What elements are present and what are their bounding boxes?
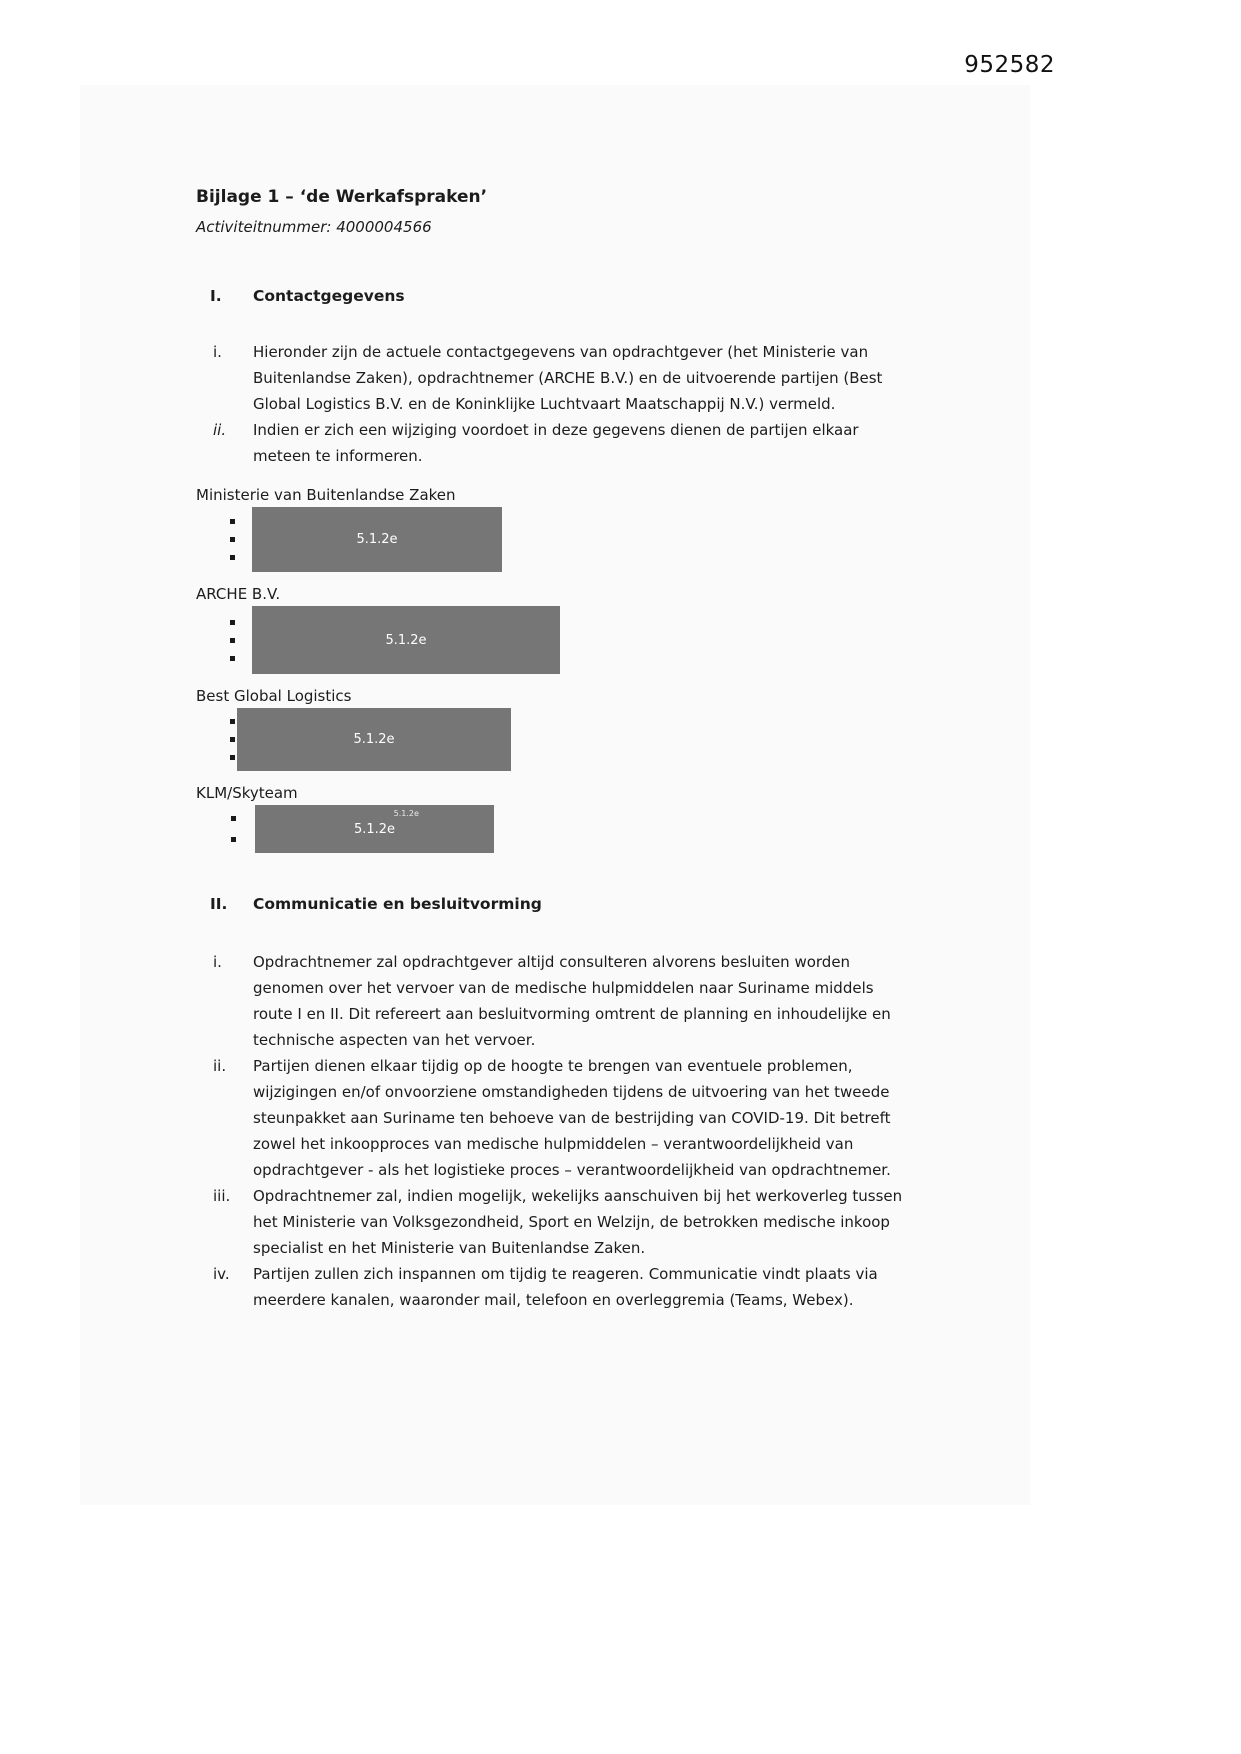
contact-group-klm-skyteam xyxy=(196,783,916,853)
item-text: Opdrachtnemer zal opdrachtgever altijd consulteren alvorens besluiten worden genomen over het vervoer van de medische hulpmiddelen naar Suriname middels route I en II. Dit refereert aan besluitvorming omtrent de planning en inhoudelijke en technische aspecten van het vervoer. xyxy=(253,953,891,1049)
item-marker: ii. xyxy=(213,1057,227,1075)
bullet-icon xyxy=(230,555,235,560)
redaction-box xyxy=(252,606,560,674)
bullet-list xyxy=(230,606,252,674)
contact-name: KLM/Skyteam xyxy=(196,784,298,802)
bullet-icon xyxy=(230,656,235,661)
bullet-icon xyxy=(230,638,235,643)
item-text: Opdrachtnemer zal, indien mogelijk, wekelijks aanschuiven bij het werkoverleg tussen het Ministerie van Volksgezondheid, Sport en Welzijn, de betrokken medische inkoop specialist en het Ministerie van Buitenlandse Zaken. xyxy=(253,1187,903,1257)
contact-details xyxy=(196,805,916,853)
list-item xyxy=(196,1261,916,1313)
item-marker: ii. xyxy=(213,421,227,439)
section-1-heading xyxy=(196,285,916,307)
section-2-items xyxy=(196,949,916,1313)
redaction-sup-label: 5.1.2e xyxy=(393,809,419,818)
bullet-list xyxy=(230,507,252,572)
list-item xyxy=(196,1053,916,1183)
redaction-label: 5.1.2e xyxy=(353,821,396,837)
redaction-label: 5.1.2e xyxy=(353,732,395,747)
section-1-numeral: I. xyxy=(210,287,222,305)
item-marker: i. xyxy=(213,953,222,971)
contact-group-best-global-logistics xyxy=(196,686,916,771)
bullet-icon xyxy=(230,620,235,625)
document-content xyxy=(196,0,916,1313)
contact-group-ministerie xyxy=(196,485,916,572)
bullet-icon xyxy=(230,719,235,724)
redaction-box xyxy=(237,708,511,771)
bullet-list xyxy=(230,708,237,771)
item-text: Partijen dienen elkaar tijdig op de hoogte te brengen van eventuele problemen, wijzigingen en/of onvoorziene omstandigheden tijdens de uitvoering van het tweede steunpakket aan Suriname ten behoeve van de bestrijding van COVID-19. Dit betreft zowel het inkoopproces van medische hulpmiddelen – verantwoordelijkheid van opdrachtgever - als het logistieke proces – verantwoordelijkheid van opdrachtnemer. xyxy=(253,1057,891,1179)
contact-details xyxy=(196,507,916,572)
list-item xyxy=(196,339,916,417)
bullet-icon xyxy=(230,519,235,524)
item-marker: iv. xyxy=(213,1265,230,1283)
list-item xyxy=(196,949,916,1053)
contact-list xyxy=(196,485,916,853)
contact-name: Best Global Logistics xyxy=(196,687,352,705)
bullet-icon xyxy=(230,737,235,742)
contact-name: Ministerie van Buitenlandse Zaken xyxy=(196,486,456,504)
redaction-label: 5.1.2e xyxy=(356,532,398,547)
bullet-icon xyxy=(230,755,235,760)
item-text: Hieronder zijn de actuele contactgegevens van opdrachtgever (het Ministerie van Buitenlandse Zaken), opdrachtnemer (ARCHE B.V.) en de uitvoerende partijen (Best Global Logistics B.V. en de Koninklijke Luchtvaart Maatschappij N.V.) vermeld. xyxy=(253,343,883,413)
item-text: Partijen zullen zich inspannen om tijdig te reageren. Communicatie vindt plaats via meerdere kanalen, waaronder mail, telefoon en overleggremia (Teams, Webex). xyxy=(253,1265,878,1309)
item-marker: i. xyxy=(213,343,222,361)
section-2-title: Communicatie en besluitvorming xyxy=(253,895,542,913)
bullet-icon xyxy=(230,537,235,542)
list-item xyxy=(196,417,916,469)
redaction-box xyxy=(255,805,494,853)
item-marker: iii. xyxy=(213,1187,231,1205)
bullet-list xyxy=(231,805,255,853)
list-item xyxy=(196,1183,916,1261)
section-2-heading xyxy=(196,893,916,915)
activity-number: Activiteitnummer: 4000004566 xyxy=(196,218,432,236)
section-1-items xyxy=(196,339,916,469)
bullet-icon xyxy=(231,837,236,842)
contact-details xyxy=(196,708,916,771)
page-number: 952582 xyxy=(964,52,1055,78)
section-1-title: Contactgegevens xyxy=(253,287,405,305)
contact-details xyxy=(196,606,916,674)
section-2-numeral: II. xyxy=(210,895,228,913)
redaction-box xyxy=(252,507,502,572)
bullet-icon xyxy=(231,816,236,821)
item-text: Indien er zich een wijziging voordoet in deze gegevens dienen de partijen elkaar meteen te informeren. xyxy=(253,421,859,465)
contact-name: ARCHE B.V. xyxy=(196,585,281,603)
contact-group-arche xyxy=(196,584,916,674)
document-title: Bijlage 1 – ‘de Werkafspraken’ xyxy=(196,187,488,207)
redaction-label: 5.1.2e xyxy=(385,632,427,648)
